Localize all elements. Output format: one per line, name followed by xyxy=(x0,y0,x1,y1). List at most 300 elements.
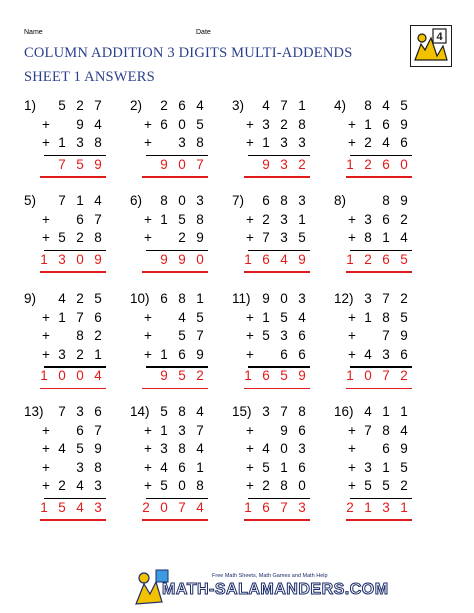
digit: 2 xyxy=(178,230,186,245)
digit: 5 xyxy=(280,309,288,325)
plus-sign: + xyxy=(348,459,356,475)
digit: 2 xyxy=(280,116,288,132)
answer-digit: 9 xyxy=(94,156,102,172)
addend-row xyxy=(244,212,310,230)
plus-sign: + xyxy=(42,116,50,132)
date-label: Date xyxy=(196,29,211,36)
answer-digit: 9 xyxy=(94,251,102,267)
answer-digit: 1 xyxy=(244,368,252,383)
addend-row xyxy=(142,328,208,346)
problem-1 xyxy=(6,98,106,208)
plus-sign: + xyxy=(246,478,254,493)
answer-digit: 5 xyxy=(280,368,288,383)
digit: 5 xyxy=(400,309,408,325)
digit: 9 xyxy=(280,422,288,438)
plus-sign: + xyxy=(144,459,152,475)
digit: 3 xyxy=(298,193,306,208)
digit: 1 xyxy=(58,309,66,325)
addend-row xyxy=(346,328,412,346)
digit: 4 xyxy=(94,116,102,132)
answer-digit: 2 xyxy=(364,156,372,172)
digit: 5 xyxy=(58,230,66,245)
addend-row xyxy=(142,230,208,248)
digit: 0 xyxy=(178,116,186,132)
problem-number: 6) xyxy=(130,193,143,208)
digit: 2 xyxy=(262,211,270,227)
answer-digit: 2 xyxy=(364,251,372,267)
plus-sign: + xyxy=(144,422,152,438)
addend-row xyxy=(40,310,106,328)
digit: 3 xyxy=(76,459,84,475)
digit: 6 xyxy=(76,211,84,227)
digit: 1 xyxy=(196,291,204,306)
digit: 1 xyxy=(262,135,270,150)
digit: 0 xyxy=(280,441,288,456)
answer-underline xyxy=(244,519,310,521)
plus-sign: + xyxy=(144,135,152,150)
answer-digit: 1 xyxy=(40,251,48,267)
answer-underline xyxy=(346,271,412,273)
digit: 7 xyxy=(196,422,204,438)
addend-row xyxy=(346,230,412,248)
worksheet-title: COLUMN ADDITION 3 DIGITS MULTI-ADDENDS xyxy=(24,45,353,61)
digit: 8 xyxy=(382,422,390,438)
digit: 8 xyxy=(196,211,204,227)
problem-14 xyxy=(108,404,208,514)
digit: 3 xyxy=(58,346,66,362)
digit: 2 xyxy=(400,211,408,227)
plus-sign: + xyxy=(246,211,254,227)
answer-digit: 5 xyxy=(76,156,84,172)
answer-row xyxy=(244,500,310,518)
digit: 5 xyxy=(262,328,270,343)
plus-sign: + xyxy=(144,116,152,132)
digit: 8 xyxy=(94,230,102,245)
digit: 1 xyxy=(364,309,372,325)
digit: 2 xyxy=(76,291,84,306)
addend-row xyxy=(142,291,208,309)
addend-row xyxy=(346,310,412,328)
digit: 2 xyxy=(94,328,102,343)
addend-row xyxy=(244,230,310,248)
digit: 9 xyxy=(262,291,270,306)
addend-row xyxy=(244,347,310,365)
digit: 2 xyxy=(400,478,408,493)
plus-sign: + xyxy=(42,459,50,475)
digit: 3 xyxy=(280,230,288,245)
digit: 4 xyxy=(196,441,204,456)
digit: 2 xyxy=(160,98,168,113)
digit: 4 xyxy=(160,459,168,475)
digit: 6 xyxy=(298,346,306,362)
plus-sign: + xyxy=(348,135,356,150)
digit: 4 xyxy=(196,404,204,419)
addend-row xyxy=(346,98,412,116)
answer-digit: 5 xyxy=(400,251,408,267)
answer-underline xyxy=(346,388,412,390)
plus-sign: + xyxy=(246,346,254,362)
plus-sign: + xyxy=(144,211,152,227)
answer-underline xyxy=(142,271,208,273)
addend-row xyxy=(244,478,310,496)
digit: 3 xyxy=(196,193,204,208)
addend-row xyxy=(142,310,208,328)
addend-row xyxy=(346,404,412,422)
addend-row xyxy=(244,310,310,328)
digit: 4 xyxy=(58,291,66,306)
addend-row xyxy=(142,193,208,211)
answer-row xyxy=(142,368,208,386)
digit: 8 xyxy=(160,193,168,208)
digit: 7 xyxy=(76,309,84,325)
digit: 7 xyxy=(382,291,390,306)
answer-underline xyxy=(244,176,310,178)
digit: 5 xyxy=(298,230,306,245)
answer-digit: 9 xyxy=(160,368,168,383)
plus-sign: + xyxy=(42,478,50,493)
problem-number: 7) xyxy=(232,193,245,208)
addend-row xyxy=(142,478,208,496)
digit: 0 xyxy=(178,478,186,493)
addend-row xyxy=(346,117,412,135)
addend-row xyxy=(142,212,208,230)
problem-number: 15) xyxy=(232,404,252,419)
digit: 6 xyxy=(262,193,270,208)
logo-digit: 4 xyxy=(436,31,443,43)
digit: 6 xyxy=(400,135,408,150)
digit: 4 xyxy=(196,98,204,113)
answer-digit: 3 xyxy=(280,156,288,172)
digit: 6 xyxy=(94,309,102,325)
digit: 5 xyxy=(178,211,186,227)
addend-row xyxy=(244,423,310,441)
addend-row xyxy=(40,328,106,346)
plus-sign: + xyxy=(246,116,254,132)
answer-digit: 9 xyxy=(178,251,186,267)
addend-row xyxy=(40,135,106,153)
addend-row xyxy=(40,460,106,478)
answer-digit: 3 xyxy=(382,499,390,515)
plus-sign: + xyxy=(42,135,50,150)
problem-5 xyxy=(6,193,106,303)
plus-sign: + xyxy=(42,211,50,227)
digit: 8 xyxy=(280,478,288,493)
digit: 6 xyxy=(178,98,186,113)
digit: 1 xyxy=(160,211,168,227)
digit: 4 xyxy=(400,422,408,438)
digit: 3 xyxy=(364,291,372,306)
answer-underline xyxy=(346,176,412,178)
problem-11 xyxy=(210,291,310,401)
digit: 6 xyxy=(178,346,186,362)
problem-6 xyxy=(108,193,208,303)
answer-digit: 0 xyxy=(178,156,186,172)
addend-row xyxy=(244,193,310,211)
digit: 3 xyxy=(382,346,390,362)
digit: 1 xyxy=(382,459,390,475)
digit: 3 xyxy=(178,422,186,438)
answer-underline xyxy=(40,176,106,178)
plus-sign: + xyxy=(348,211,356,227)
problem-13 xyxy=(6,404,106,514)
problem-number: 8) xyxy=(334,193,347,208)
digit: 7 xyxy=(94,422,102,438)
digit: 6 xyxy=(382,441,390,456)
answer-digit: 4 xyxy=(280,251,288,267)
answer-digit: 7 xyxy=(196,156,204,172)
answer-digit: 6 xyxy=(382,251,390,267)
digit: 1 xyxy=(400,404,408,419)
addend-row xyxy=(40,441,106,459)
answer-digit: 1 xyxy=(40,368,48,383)
digit: 5 xyxy=(178,328,186,343)
answer-digit: 3 xyxy=(94,499,102,515)
addend-row xyxy=(142,460,208,478)
addend-row xyxy=(346,478,412,496)
plus-sign: + xyxy=(144,309,152,325)
footer-tagline: Free Math Sheets, Math Games and Math Help xyxy=(212,573,328,579)
digit: 5 xyxy=(94,291,102,306)
problem-number: 14) xyxy=(130,404,150,419)
plus-sign: + xyxy=(348,116,356,132)
digit: 1 xyxy=(58,135,66,150)
digit: 9 xyxy=(196,230,204,245)
plus-sign: + xyxy=(42,346,50,362)
answer-digit: 0 xyxy=(58,368,66,383)
answer-digit: 2 xyxy=(298,156,306,172)
digit: 7 xyxy=(364,422,372,438)
digit: 1 xyxy=(262,309,270,325)
problem-12 xyxy=(312,291,412,401)
addend-row xyxy=(142,117,208,135)
answer-digit: 1 xyxy=(346,368,354,383)
answer-digit: 7 xyxy=(58,156,66,172)
answer-digit: 6 xyxy=(382,156,390,172)
digit: 8 xyxy=(280,193,288,208)
addend-row xyxy=(346,347,412,365)
plus-sign: + xyxy=(144,346,152,362)
plus-sign: + xyxy=(348,346,356,362)
digit: 6 xyxy=(160,291,168,306)
addend-row xyxy=(40,230,106,248)
digit: 4 xyxy=(382,135,390,150)
digit: 8 xyxy=(178,291,186,306)
answer-digit: 5 xyxy=(178,368,186,383)
digit: 3 xyxy=(178,135,186,150)
digit: 3 xyxy=(298,291,306,306)
digit: 7 xyxy=(94,98,102,113)
digit: 1 xyxy=(382,230,390,245)
addend-row xyxy=(142,441,208,459)
answer-row xyxy=(346,368,412,386)
answer-digit: 0 xyxy=(196,251,204,267)
digit: 4 xyxy=(76,478,84,493)
answer-digit: 9 xyxy=(160,156,168,172)
addend-row xyxy=(142,98,208,116)
answer-digit: 4 xyxy=(196,499,204,515)
digit: 1 xyxy=(160,346,168,362)
plus-sign: + xyxy=(246,441,254,456)
digit: 5 xyxy=(400,459,408,475)
digit: 6 xyxy=(298,459,306,475)
digit: 6 xyxy=(94,404,102,419)
addend-row xyxy=(40,98,106,116)
digit: 7 xyxy=(58,404,66,419)
digit: 7 xyxy=(196,328,204,343)
digit: 5 xyxy=(382,478,390,493)
digit: 4 xyxy=(262,441,270,456)
plus-sign: + xyxy=(246,135,254,150)
digit: 7 xyxy=(280,404,288,419)
plus-sign: + xyxy=(348,309,356,325)
answer-underline xyxy=(244,388,310,390)
answer-row xyxy=(142,500,208,518)
problem-number: 11) xyxy=(232,291,251,306)
answer-row xyxy=(244,157,310,175)
answer-digit: 0 xyxy=(76,251,84,267)
answer-underline xyxy=(142,519,208,521)
answer-digit: 9 xyxy=(298,368,306,383)
digit: 1 xyxy=(280,459,288,475)
digit: 5 xyxy=(58,98,66,113)
problem-4 xyxy=(312,98,412,208)
digit: 4 xyxy=(94,193,102,208)
plus-sign: + xyxy=(144,328,152,343)
plus-sign: + xyxy=(42,422,50,438)
digit: 5 xyxy=(196,116,204,132)
answer-digit: 1 xyxy=(244,251,252,267)
answer-digit: 6 xyxy=(262,251,270,267)
answer-digit: 0 xyxy=(160,499,168,515)
digit: 3 xyxy=(262,404,270,419)
digit: 2 xyxy=(364,135,372,150)
problem-number: 2) xyxy=(130,98,143,113)
answer-underline xyxy=(346,519,412,521)
answer-digit: 2 xyxy=(196,368,204,383)
problem-3 xyxy=(210,98,310,208)
digit: 4 xyxy=(364,404,372,419)
addend-row xyxy=(346,135,412,153)
addend-row xyxy=(244,441,310,459)
digit: 3 xyxy=(364,459,372,475)
addend-row xyxy=(40,423,106,441)
footer-brand: MATH-SALAMANDERS.COM xyxy=(162,581,389,598)
plus-sign: + xyxy=(348,328,356,343)
addend-row xyxy=(244,328,310,346)
problem-8 xyxy=(312,193,412,303)
digit: 3 xyxy=(160,441,168,456)
digit: 2 xyxy=(76,230,84,245)
answer-digit: 9 xyxy=(298,251,306,267)
problem-number: 13) xyxy=(24,404,44,419)
answer-digit: 9 xyxy=(262,156,270,172)
problem-15 xyxy=(210,404,310,514)
digit: 6 xyxy=(382,211,390,227)
addend-row xyxy=(346,423,412,441)
digit: 6 xyxy=(298,422,306,438)
digit: 1 xyxy=(76,193,84,208)
digit: 4 xyxy=(298,309,306,325)
plus-sign: + xyxy=(246,230,254,245)
plus-sign: + xyxy=(246,422,254,438)
digit: 7 xyxy=(262,230,270,245)
answer-digit: 5 xyxy=(58,499,66,515)
digit: 3 xyxy=(280,135,288,150)
digit: 4 xyxy=(364,346,372,362)
answer-underline xyxy=(142,176,208,178)
digit: 0 xyxy=(298,478,306,493)
digit: 3 xyxy=(298,135,306,150)
digit: 8 xyxy=(178,404,186,419)
answer-digit: 7 xyxy=(178,499,186,515)
digit: 6 xyxy=(280,346,288,362)
answer-digit: 0 xyxy=(400,156,408,172)
addend-row xyxy=(40,193,106,211)
plus-sign: + xyxy=(246,309,254,325)
digit: 8 xyxy=(364,98,372,113)
plus-sign: + xyxy=(144,478,152,493)
answer-digit: 7 xyxy=(382,368,390,383)
answer-digit: 2 xyxy=(142,499,150,515)
digit: 1 xyxy=(160,422,168,438)
answer-digit: 0 xyxy=(76,368,84,383)
addend-row xyxy=(346,460,412,478)
addend-row xyxy=(244,98,310,116)
answer-underline xyxy=(40,519,106,521)
digit: 6 xyxy=(76,422,84,438)
digit: 5 xyxy=(160,404,168,419)
digit: 9 xyxy=(400,116,408,132)
digit: 7 xyxy=(382,328,390,343)
addend-row xyxy=(346,441,412,459)
digit: 3 xyxy=(94,478,102,493)
digit: 0 xyxy=(178,193,186,208)
digit: 8 xyxy=(196,135,204,150)
digit: 1 xyxy=(382,404,390,419)
digit: 7 xyxy=(58,193,66,208)
digit: 3 xyxy=(298,441,306,456)
plus-sign: + xyxy=(348,422,356,438)
plus-sign: + xyxy=(144,230,152,245)
answer-row xyxy=(142,157,208,175)
digit: 4 xyxy=(400,230,408,245)
problem-number: 5) xyxy=(24,193,37,208)
digit: 6 xyxy=(298,328,306,343)
plus-sign: + xyxy=(144,441,152,456)
name-label: Name xyxy=(24,29,43,36)
addend-row xyxy=(244,291,310,309)
digit: 8 xyxy=(94,135,102,150)
digit: 5 xyxy=(262,459,270,475)
answer-digit: 9 xyxy=(160,251,168,267)
answer-digit: 1 xyxy=(244,499,252,515)
digit: 1 xyxy=(196,459,204,475)
digit: 2 xyxy=(58,478,66,493)
addend-row xyxy=(244,460,310,478)
digit: 3 xyxy=(76,135,84,150)
plus-sign: + xyxy=(348,230,356,245)
addend-row xyxy=(40,478,106,496)
answer-row xyxy=(346,252,412,270)
answer-digit: 4 xyxy=(76,499,84,515)
answer-digit: 3 xyxy=(298,499,306,515)
digit: 8 xyxy=(382,309,390,325)
answer-underline xyxy=(244,271,310,273)
problem-2 xyxy=(108,98,208,208)
addend-row xyxy=(40,212,106,230)
answer-row xyxy=(346,500,412,518)
answer-row xyxy=(346,157,412,175)
